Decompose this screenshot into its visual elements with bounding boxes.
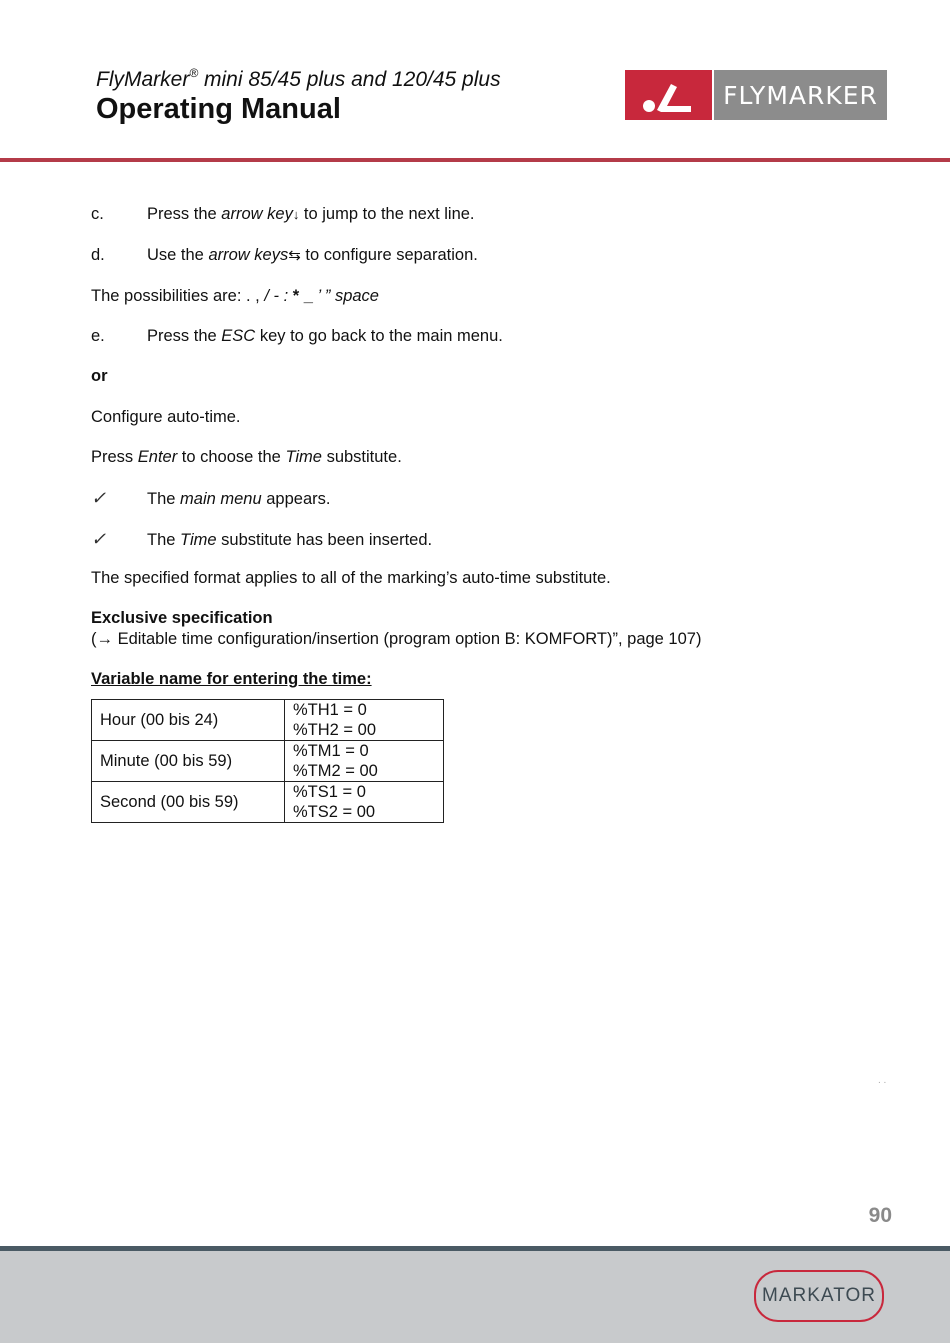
registered-mark: ® [189, 66, 199, 80]
step-d: d. Use the arrow keys⇆ to configure separation. [91, 246, 478, 264]
table-row [92, 782, 444, 823]
separation-possibilities: The possibilities are: . , / - : * _ ’ ” space [91, 287, 379, 305]
flymarker-logo-icon [625, 70, 712, 120]
table-cell-values: %TH1 = 0 %TH2 = 00 [285, 700, 444, 741]
page-title: Operating Manual [96, 93, 341, 125]
table-row [92, 700, 444, 741]
arrow-left-right-icon: ⇆ [288, 247, 301, 264]
flymarker-logo [625, 70, 887, 120]
exclusive-heading: Exclusive specification [91, 609, 273, 627]
table-cell-name: Hour (00 bis 24) [92, 700, 285, 741]
step-e: e. Press the ESC key to go back to the main menu. [91, 327, 503, 345]
stray-dots: . . [878, 1075, 887, 1086]
exclusive-reference: (→ Editable time configuration/insertion (program option B: KOMFORT)”, page 107) [91, 630, 702, 648]
header-divider [0, 158, 950, 162]
table-row [92, 741, 444, 782]
table-cell-name: Second (00 bis 59) [92, 782, 285, 823]
arrow-down-icon: ↓ [292, 207, 300, 222]
flymarker-logo-text: FLYMARKER [714, 70, 887, 120]
or-separator: or [91, 367, 108, 385]
result-item: ✓ The main menu appears. [91, 488, 331, 508]
result-item: ✓ The Time substitute has been inserted. [91, 529, 433, 549]
checkmark-icon: ✓ [91, 529, 107, 549]
variables-heading: Variable name for entering the time: [91, 670, 372, 688]
table-cell-name: Minute (00 bis 59) [92, 741, 285, 782]
markator-logo: MARKATOR [754, 1270, 884, 1322]
checkmark-icon: ✓ [91, 488, 107, 508]
time-variables-table [91, 699, 444, 823]
page-number: 90 [868, 1204, 892, 1227]
table-cell-values: %TS1 = 0 %TS2 = 00 [285, 782, 444, 823]
press-enter-instruction: Press Enter to choose the Time substitute. [91, 448, 402, 466]
product-subtitle: FlyMarker® mini 85/45 plus and 120/45 plus [96, 66, 501, 91]
table-cell-values: %TM1 = 0 %TM2 = 00 [285, 741, 444, 782]
configure-auto-time: Configure auto-time. [91, 408, 241, 426]
format-note: The specified format applies to all of the marking’s auto-time substitute. [91, 569, 611, 587]
step-c: c. Press the arrow key↓ to jump to the next line. [91, 205, 475, 223]
